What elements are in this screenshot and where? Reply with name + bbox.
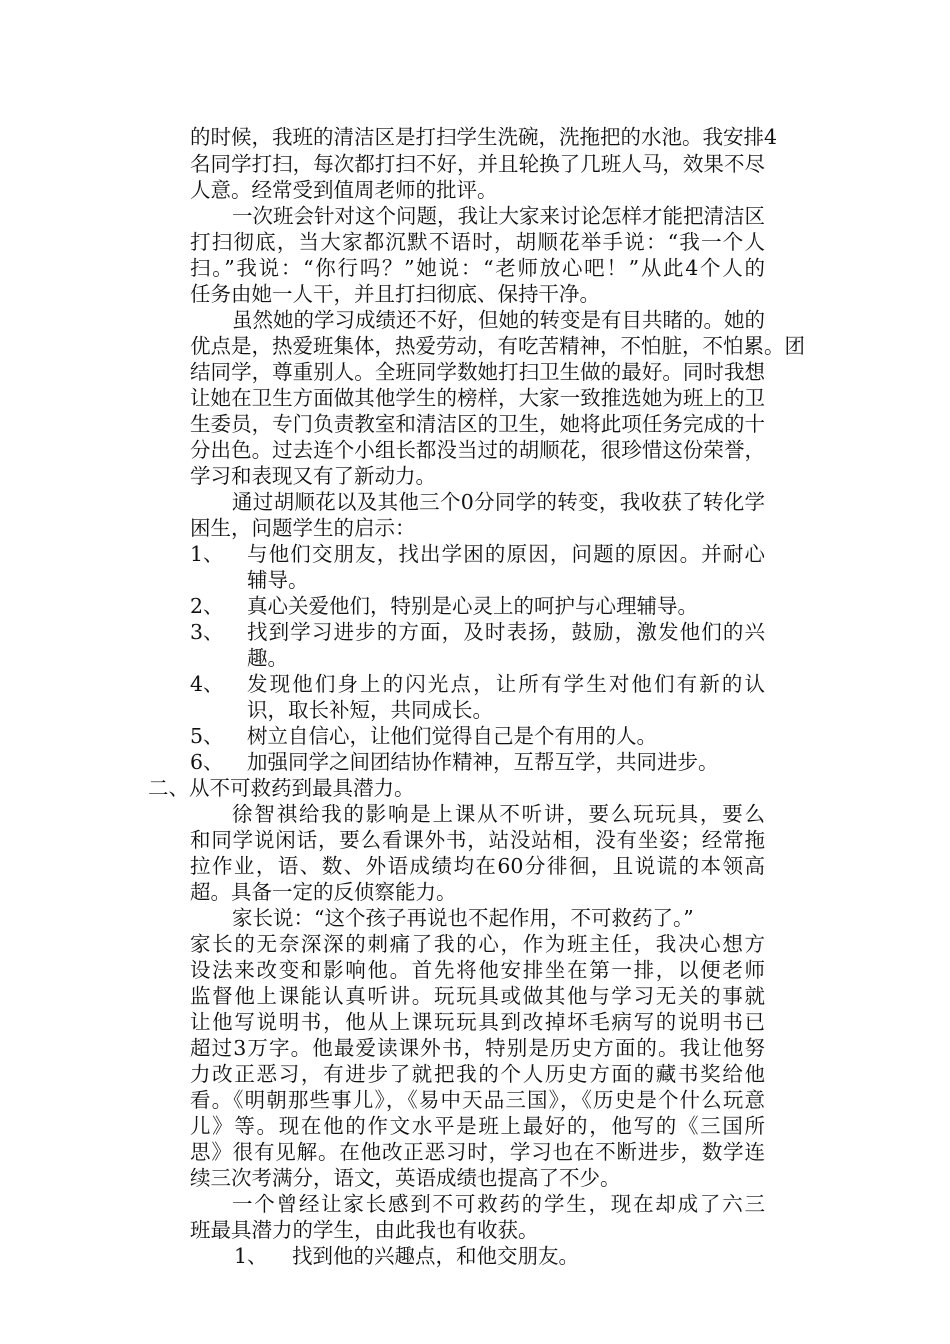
paragraph-line: 一次班会针对这个问题，我让大家来讨论怎样才能把清洁区 — [232, 204, 765, 228]
paragraph-line: 和同学说闲话，要么看课外书，站没站相，没有坐姿；经常拖 — [190, 828, 765, 852]
paragraph-line: 设法来改变和影响他。首先将他安排坐在第一排，以便老师 — [190, 958, 765, 982]
paragraph-line: 超过3万字。他最爱读课外书，特别是历史方面的。我让他努 — [190, 1036, 765, 1060]
paragraph-line: 一个曾经让家长感到不可救药的学生，现在却成了六三 — [232, 1192, 765, 1216]
paragraph-line: 让她在卫生方面做其他学生的榜样，大家一致推选她为班上的卫 — [190, 386, 765, 410]
paragraph-line: 思》很有见解。在他改正恶习时，学习也在不断进步，数学连 — [190, 1140, 765, 1164]
paragraph-line: 儿》等。现在他的作文水平是班上最好的，他写的《三国所 — [190, 1114, 765, 1138]
list-item: 加强同学之间团结协作精神，互帮互学，共同进步。 — [247, 750, 719, 774]
paragraph-line: 生委员，专门负责教室和清洁区的卫生，她将此项任务完成的十 — [190, 412, 765, 436]
paragraph-line: 任务由她一人干，并且打扫彻底、保持干净。 — [190, 282, 600, 306]
list-number: 4、 — [190, 672, 224, 696]
list-number: 5、 — [190, 724, 224, 748]
section-heading: 二、从不可救药到最具潜力。 — [148, 776, 415, 800]
paragraph-line: 让他写说明书，他从上课玩玩具到改掉坏毛病写的说明书已 — [190, 1010, 765, 1034]
list-number: 1、 — [234, 1244, 268, 1268]
list-item: 趣。 — [247, 646, 288, 670]
paragraph-line: 监督他上课能认真听讲。玩玩具或做其他与学习无关的事就 — [190, 984, 765, 1008]
paragraph-line: 通过胡顺花以及其他三个0分同学的转变，我收获了转化学 — [232, 490, 765, 514]
paragraph-line: 超。具备一定的反侦察能力。 — [190, 880, 457, 904]
paragraph-line: 打扫彻底，当大家都沉默不语时，胡顺花举手说：“我一个人 — [190, 230, 765, 254]
paragraph-line: 拉作业，语、数、外语成绩均在60分徘徊，且说谎的本领高 — [190, 854, 765, 878]
paragraph-line: 家长的无奈深深的刺痛了我的心，作为班主任，我决心想方 — [190, 932, 765, 956]
list-item: 真心关爱他们，特别是心灵上的呵护与心理辅导。 — [247, 594, 698, 618]
list-number: 1、 — [190, 542, 224, 566]
paragraph-line: 虽然她的学习成绩还不好，但她的转变是有目共睹的。她的 — [232, 308, 765, 332]
list-item: 发现他们身上的闪光点，让所有学生对他们有新的认 — [247, 672, 765, 696]
list-item: 树立自信心，让他们觉得自己是个有用的人。 — [247, 724, 657, 748]
paragraph-line: 扫。”我说：“你行吗？”她说：“老师放心吧！”从此4个人的 — [190, 256, 765, 280]
paragraph-line: 分出色。过去连个小组长都没当过的胡顺花，很珍惜这份荣誉， — [190, 438, 765, 462]
paragraph-line: 困生，问题学生的启示： — [190, 516, 416, 540]
list-item: 与他们交朋友，找出学困的原因，问题的原因。并耐心 — [247, 542, 765, 566]
paragraph-line: 力改正恶习，有进步了就把我的个人历史方面的藏书奖给他 — [190, 1062, 765, 1086]
list-number: 3、 — [190, 620, 224, 644]
list-item: 找到他的兴趣点，和他交朋友。 — [292, 1244, 579, 1268]
paragraph-line: 的时候，我班的清洁区是打扫学生洗碗，洗拖把的水池。我安排4 — [190, 125, 778, 149]
list-item: 辅导。 — [247, 568, 309, 592]
list-item: 识，取长补短，共同成长。 — [247, 698, 493, 722]
paragraph-line: 看。《明朝那些事儿》，《易中天品三国》，《历史是个什么玩意 — [190, 1088, 765, 1112]
list-item: 找到学习进步的方面，及时表扬，鼓励，激发他们的兴 — [247, 620, 765, 644]
paragraph-line: 人意。经常受到值周老师的批评。 — [190, 178, 498, 202]
paragraph-line: 优点是，热爱班集体，热爱劳动，有吃苦精神，不怕脏，不怕累。团 — [190, 334, 805, 358]
paragraph-line: 续三次考满分，语文，英语成绩也提高了不少。 — [190, 1166, 621, 1190]
paragraph-line: 结同学，尊重别人。全班同学数她打扫卫生做的最好。同时我想 — [190, 360, 765, 384]
paragraph-line: 徐智祺给我的影响是上课从不听讲，要么玩玩具，要么 — [232, 802, 765, 826]
list-number: 2、 — [190, 594, 224, 618]
list-number: 6、 — [190, 750, 224, 774]
paragraph-line: 家长说：“这个孩子再说也不起作用，不可救药了。” — [232, 906, 694, 930]
paragraph-line: 班最具潜力的学生，由此我也有收获。 — [190, 1218, 539, 1242]
paragraph-line: 名同学打扫，每次都打扫不好，并且轮换了几班人马，效果不尽 — [190, 152, 765, 176]
paragraph-line: 学习和表现又有了新动力。 — [190, 464, 436, 488]
